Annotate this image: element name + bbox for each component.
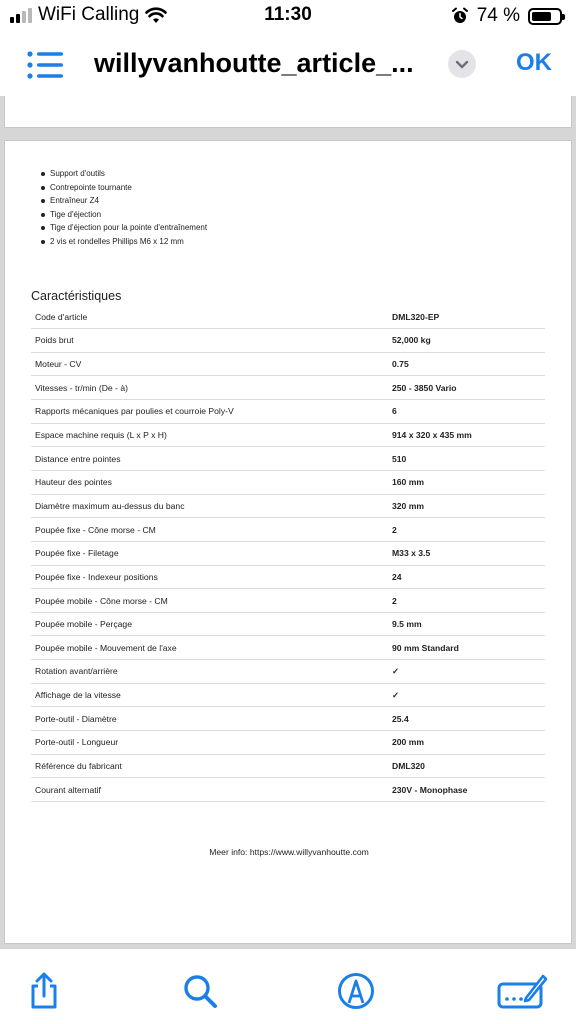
spec-label: Code d'article xyxy=(35,311,88,322)
clock: 11:30 xyxy=(264,4,312,25)
spec-value: M33 x 3.5 xyxy=(392,548,431,559)
battery-percent: 74 % xyxy=(476,5,520,26)
spec-value: 2 xyxy=(392,524,397,535)
title-menu-button[interactable] xyxy=(448,50,476,78)
table-row xyxy=(31,376,545,400)
table-row xyxy=(31,329,545,353)
spec-label: Moteur - CV xyxy=(35,359,82,370)
spec-label: Poupée mobile - Cône morse - CM xyxy=(35,595,168,606)
table-row xyxy=(31,541,545,565)
document-page xyxy=(4,140,572,944)
ok-button[interactable]: OK xyxy=(516,49,552,76)
spec-value: DML320 xyxy=(392,760,425,771)
spec-value: 160 mm xyxy=(392,477,425,488)
spec-label: Poids brut xyxy=(35,335,74,346)
spec-value: 320 mm xyxy=(392,500,425,511)
spec-value: 230V - Monophase xyxy=(392,784,468,795)
annotate-icon[interactable] xyxy=(496,971,548,1011)
table-row xyxy=(31,778,545,802)
spec-value: 510 xyxy=(392,453,407,464)
table-row xyxy=(31,660,545,684)
spec-value: 2 xyxy=(392,595,397,606)
list-item: Support d'outils xyxy=(41,167,207,181)
spec-label: Rapports mécaniques par poulies et courroie Poly-V xyxy=(35,406,234,417)
table-row xyxy=(31,494,545,518)
list-item: Contrepointe tournante xyxy=(41,181,207,195)
spec-label: Poupée fixe - Filetage xyxy=(35,548,119,559)
carrier-label: WiFi Calling xyxy=(38,4,140,25)
spec-label: Hauteur des pointes xyxy=(35,477,112,488)
search-icon[interactable] xyxy=(180,971,220,1011)
spec-label: Distance entre pointes xyxy=(35,453,121,464)
table-row xyxy=(31,612,545,636)
spec-label: Poupée mobile - Perçage xyxy=(35,619,132,630)
table-row xyxy=(31,636,545,660)
spec-label: Poupée fixe - Indexeur positions xyxy=(35,571,158,582)
spec-label: Espace machine requis (L x P x H) xyxy=(35,430,167,441)
spec-label: Poupée fixe - Cône morse - CM xyxy=(35,524,156,535)
spec-label: Porte-outil - Diamètre xyxy=(35,713,117,724)
status-bar xyxy=(0,0,576,34)
spec-label: Rotation avant/arrière xyxy=(35,666,118,677)
spec-label: Vitesses - tr/min (De - à) xyxy=(35,382,128,393)
alarm-icon xyxy=(451,7,469,25)
spec-value: ✓ xyxy=(392,689,400,700)
table-row xyxy=(31,518,545,542)
document-viewer[interactable] xyxy=(0,96,576,948)
spec-table xyxy=(31,305,545,802)
spec-value: 250 - 3850 Vario xyxy=(392,382,457,393)
table-row xyxy=(31,589,545,613)
table-row xyxy=(31,352,545,376)
table-row xyxy=(31,305,545,329)
spec-label: Courant alternatif xyxy=(35,784,101,795)
chevron-down-icon xyxy=(455,60,469,69)
share-icon[interactable] xyxy=(24,971,64,1011)
bottom-toolbar xyxy=(0,948,576,1024)
spec-label: Référence du fabricant xyxy=(35,760,122,771)
list-icon[interactable] xyxy=(26,50,64,80)
table-row xyxy=(31,754,545,778)
document-title: willyvanhoutte_article_... xyxy=(94,48,414,78)
table-row xyxy=(31,447,545,471)
table-row xyxy=(31,731,545,755)
nav-bar xyxy=(0,34,576,96)
table-row xyxy=(31,683,545,707)
accessory-list xyxy=(41,167,207,249)
spec-value: 9.5 mm xyxy=(392,619,422,630)
spec-value: ✓ xyxy=(392,665,400,676)
spec-value: 0.75 xyxy=(392,359,409,370)
spec-value: 52,000 kg xyxy=(392,335,431,346)
spec-label: Diamètre maximum au-dessus du banc xyxy=(35,500,185,511)
markup-icon[interactable] xyxy=(336,971,376,1011)
spec-value: 200 mm xyxy=(392,737,425,748)
spec-label: Porte-outil - Longueur xyxy=(35,737,119,748)
spec-value: DML320-EP xyxy=(392,311,440,322)
spec-label: Poupée mobile - Mouvement de l'axe xyxy=(35,642,177,653)
spec-label: Affichage de la vitesse xyxy=(35,690,121,701)
table-row xyxy=(31,423,545,447)
list-item: Tige d'éjection pour la pointe d'entraînement xyxy=(41,221,207,235)
spec-value: 914 x 320 x 435 mm xyxy=(392,430,472,441)
list-item: Tige d'éjection xyxy=(41,208,207,222)
spec-value: 25.4 xyxy=(392,713,409,724)
table-row xyxy=(31,470,545,494)
status-right xyxy=(451,5,562,27)
spec-value: 90 mm Standard xyxy=(392,642,459,653)
spec-value: 24 xyxy=(392,571,402,582)
battery-icon xyxy=(528,8,562,25)
spec-heading: Caractéristiques xyxy=(31,289,122,303)
more-info-text: Meer info: https://www.willyvanhoutte.com xyxy=(209,847,369,857)
previous-page xyxy=(4,96,572,128)
battery-fill xyxy=(532,12,551,21)
table-row xyxy=(31,565,545,589)
list-item: Entraîneur Z4 xyxy=(41,194,207,208)
table-row xyxy=(31,400,545,424)
table-row xyxy=(31,707,545,731)
list-item: 2 vis et rondelles Phillips M6 x 12 mm xyxy=(41,235,207,249)
spec-value: 6 xyxy=(392,406,397,417)
